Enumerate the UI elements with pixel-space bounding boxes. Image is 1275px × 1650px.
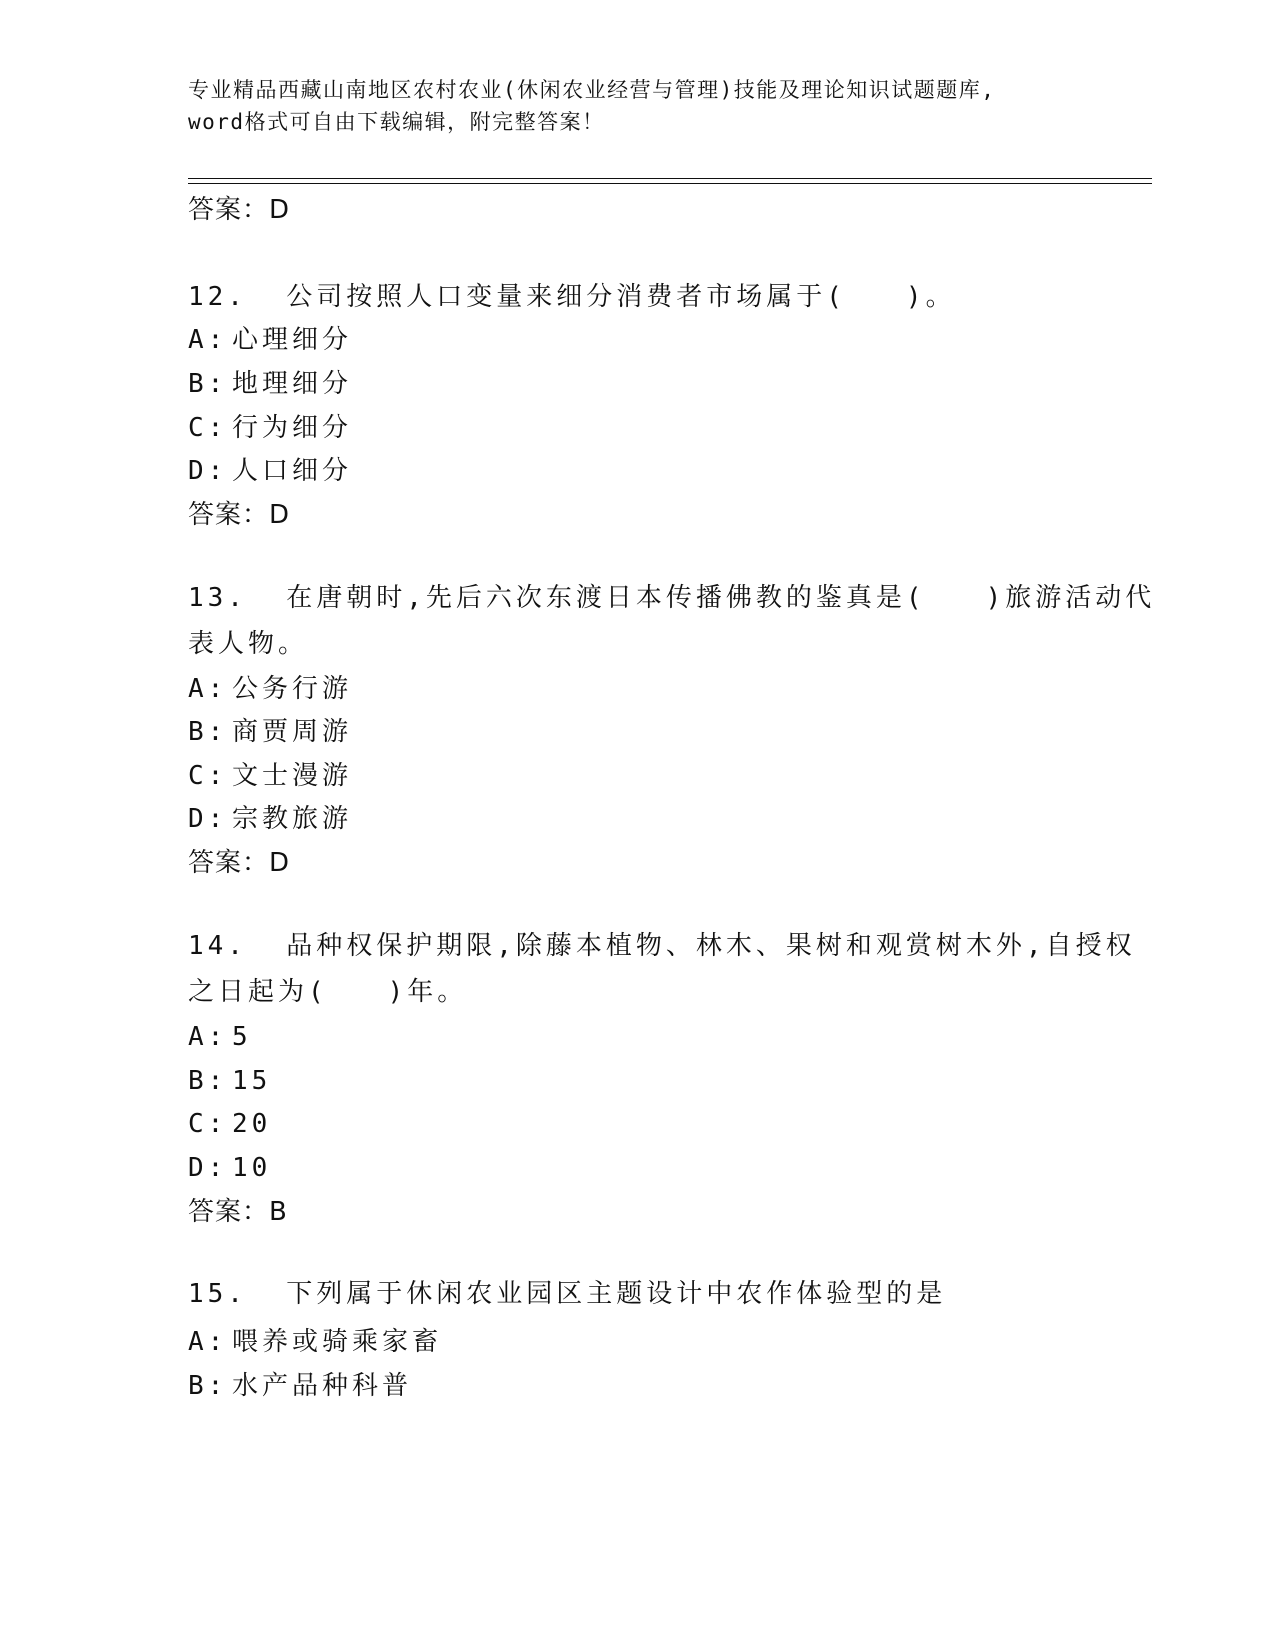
option-text: 地理细分	[232, 369, 353, 399]
question-15	[188, 1271, 1068, 1317]
question-12-option-a	[188, 324, 352, 356]
question-14-option-c	[188, 1108, 271, 1140]
question-text-line-2: 表人物。	[188, 629, 309, 659]
question-text-line-2: 之日起为( )年。	[188, 977, 468, 1007]
question-text-line-1: 品种权保护期限,除藤本植物、林木、果树和观赏树木外,自授权	[286, 931, 1136, 961]
option-letter: B:	[188, 369, 228, 399]
question-13-option-d	[188, 803, 352, 835]
header-divider-bottom	[188, 183, 1152, 184]
question-14	[188, 923, 1136, 1015]
header-line-2: word格式可自由下载编辑，附完整答案！	[188, 110, 605, 134]
option-letter: C:	[188, 413, 228, 443]
answer-label: 答案：	[188, 848, 270, 878]
answer-value: D	[269, 500, 291, 530]
option-letter: B:	[188, 1066, 228, 1096]
option-text: 心理细分	[232, 325, 353, 355]
option-text: 5	[232, 1022, 252, 1052]
question-12-option-d	[188, 455, 352, 487]
question-13	[188, 575, 1156, 667]
option-letter: C:	[188, 761, 228, 791]
question-text: 公司按照人口变量来细分消费者市场属于( )。	[286, 282, 956, 312]
question-number: 15.	[188, 1279, 247, 1309]
question-12-answer	[188, 499, 290, 531]
option-letter: D:	[188, 456, 228, 486]
answer-value: D	[269, 848, 291, 878]
question-14-answer	[188, 1196, 288, 1228]
option-text: 商贾周游	[232, 717, 353, 747]
question-12-option-b	[188, 368, 352, 400]
option-letter: C:	[188, 1109, 228, 1139]
question-13-option-b	[188, 716, 352, 748]
option-text: 文士漫游	[232, 761, 353, 791]
question-14-option-d	[188, 1152, 271, 1184]
option-letter: B:	[188, 717, 228, 747]
option-text: 宗教旅游	[232, 804, 353, 834]
option-text: 10	[232, 1153, 272, 1183]
question-number: 13.	[188, 583, 247, 613]
question-12-option-c	[188, 412, 352, 444]
option-text: 15	[232, 1066, 272, 1096]
option-text: 行为细分	[232, 413, 353, 443]
option-text: 水产品种科普	[232, 1371, 413, 1401]
option-text: 20	[232, 1109, 272, 1139]
answer-label: 答案：	[188, 500, 270, 530]
question-12	[188, 274, 1068, 320]
answer-value: D	[269, 195, 291, 225]
option-letter: D:	[188, 804, 228, 834]
question-13-option-a	[188, 673, 352, 705]
document-header	[188, 74, 1148, 138]
question-13-option-c	[188, 760, 352, 792]
question-text: 下列属于休闲农业园区主题设计中农作体验型的是	[286, 1279, 947, 1309]
question-number: 14.	[188, 931, 247, 961]
header-divider-top	[188, 178, 1152, 179]
question-15-option-a	[188, 1326, 442, 1358]
question-14-option-a	[188, 1021, 252, 1053]
answer-line-prev	[188, 194, 290, 226]
option-letter: A:	[188, 1327, 228, 1357]
option-letter: A:	[188, 1022, 228, 1052]
question-text-line-1: 在唐朝时,先后六次东渡日本传播佛教的鉴真是( )旅游活动代	[286, 583, 1156, 613]
option-letter: A:	[188, 674, 228, 704]
option-letter: B:	[188, 1371, 228, 1401]
question-13-answer	[188, 847, 290, 879]
question-number: 12.	[188, 282, 247, 312]
option-text: 喂养或骑乘家畜	[232, 1327, 443, 1357]
option-text: 人口细分	[232, 456, 353, 486]
option-letter: D:	[188, 1153, 228, 1183]
option-text: 公务行游	[232, 674, 353, 704]
option-letter: A:	[188, 325, 228, 355]
header-line-1: 专业精品西藏山南地区农村农业(休闲农业经营与管理)技能及理论知识试题题库,	[188, 78, 996, 102]
answer-label: 答案：	[188, 195, 270, 225]
answer-value: B	[269, 1197, 288, 1227]
question-14-option-b	[188, 1065, 271, 1097]
answer-label: 答案：	[188, 1197, 270, 1227]
question-15-option-b	[188, 1370, 412, 1402]
